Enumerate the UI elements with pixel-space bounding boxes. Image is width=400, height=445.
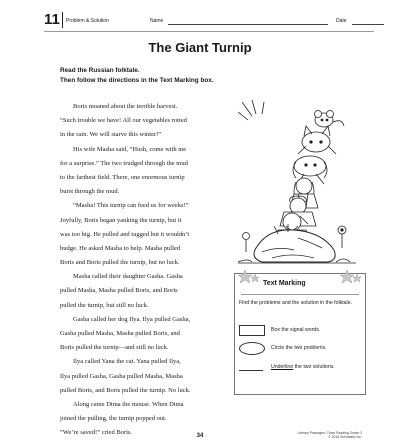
story-line: Along came Dima the mouse. When Dima <box>73 400 184 408</box>
lesson-number: 11 <box>44 11 60 28</box>
story-line: “Such trouble we have! All our vegetables rotted <box>60 117 187 125</box>
story-line: burst through the mud. <box>60 188 120 196</box>
story-line: budge. He asked Masha to help. Masha pulled <box>60 244 181 252</box>
text-marking-rule <box>241 294 359 295</box>
story-line: Masha called their daughter Gasha. Gasha <box>73 273 183 281</box>
story-line: “Masha! This turnip can feed us for weeks!” <box>73 202 189 210</box>
underline-symbol-icon <box>239 370 263 371</box>
name-label: Name <box>150 18 164 24</box>
story-line: Boris and Boris pulled the turnip, but no luck. <box>60 259 180 267</box>
underline-rest: the two solutions. <box>293 364 335 370</box>
sun-rays-illustration <box>238 100 264 120</box>
dog-illustration <box>293 156 327 184</box>
underline-instruction-text <box>271 364 335 370</box>
circle-symbol-icon <box>239 342 265 355</box>
box-symbol-icon <box>239 325 265 336</box>
story-line: Gasha called her dog Ilya. Ilya pulled Gasha, <box>73 315 191 323</box>
instruction-line-1: Read the Russian folktale. <box>60 67 140 74</box>
page-title: The Giant Turnip <box>148 40 252 55</box>
date-label: Date <box>336 18 347 24</box>
story-line: Gasha pulled Masha, Masha pulled Boris, and <box>60 330 180 337</box>
mouse-illustration <box>315 111 345 128</box>
box-instruction-text: Box the signal words. <box>271 327 321 333</box>
text-marking-title: Text Marking <box>263 280 306 287</box>
underline-word: Underline <box>271 364 294 370</box>
story-line: pulled Boris, and Boris pulled the turnip. No luck. <box>60 386 191 394</box>
section-label: Problem & Solution <box>66 18 109 24</box>
footer-line-2: © 2016 Scholastic Inc. <box>328 435 362 440</box>
story-line: was too big. He pulled and tugged but it wouldn’t <box>60 230 190 238</box>
story-line: Boris moaned about the terrible harvest. <box>73 103 178 110</box>
circle-instruction-text: Circle the two problems. <box>271 345 327 351</box>
worksheet-header <box>44 11 374 28</box>
story-line: pulled Masha, Masha pulled Boris, and Boris <box>60 287 178 295</box>
story-line: His wife Masha said, “Hush, come with me <box>73 145 187 153</box>
date-field-line[interactable] <box>352 24 384 25</box>
header-rule <box>44 31 374 32</box>
story-line: pulled the turnip, but still no luck. <box>60 301 149 309</box>
instruction-line-2: Then follow the directions in the Text Marking box. <box>60 77 214 84</box>
story-line: “We’re saved!” cried Boris. <box>60 429 133 437</box>
folktale-text <box>60 100 228 441</box>
story-line: in the rain. We will starve this winter!” <box>60 131 162 139</box>
story-line: Joyfully, Boris began yanking the turnip, but it <box>60 216 182 224</box>
turnip-illustration <box>238 98 356 264</box>
cat-illustration <box>298 126 336 154</box>
header-divider <box>62 12 63 28</box>
page-number: 34 <box>196 433 204 439</box>
footer-line-1: Literary Passages: Close Reading Grade 3 <box>297 431 362 435</box>
text-marking-box <box>234 273 366 395</box>
text-marking-intro: Find the problems and the solution in the folktale. <box>239 300 353 306</box>
story-line: Boris pulled the turnip—and still no luck. <box>60 344 169 352</box>
story-line: to the farthest field. There, one enormous turnip <box>60 173 185 181</box>
story-line: for a surprise.” The two trudged through the mud <box>60 159 188 167</box>
story-line: joined the pulling, the turnip popped out. <box>60 415 167 423</box>
name-field-line[interactable] <box>168 24 328 25</box>
turnip-illustration <box>254 224 335 262</box>
footer-credits <box>298 431 362 439</box>
story-line: Ilya pulled Gasha, Gasha pulled Masha, Masha <box>60 372 183 380</box>
story-line: Ilya called Yana the cat. Yana pulled Ilya, <box>73 358 181 366</box>
